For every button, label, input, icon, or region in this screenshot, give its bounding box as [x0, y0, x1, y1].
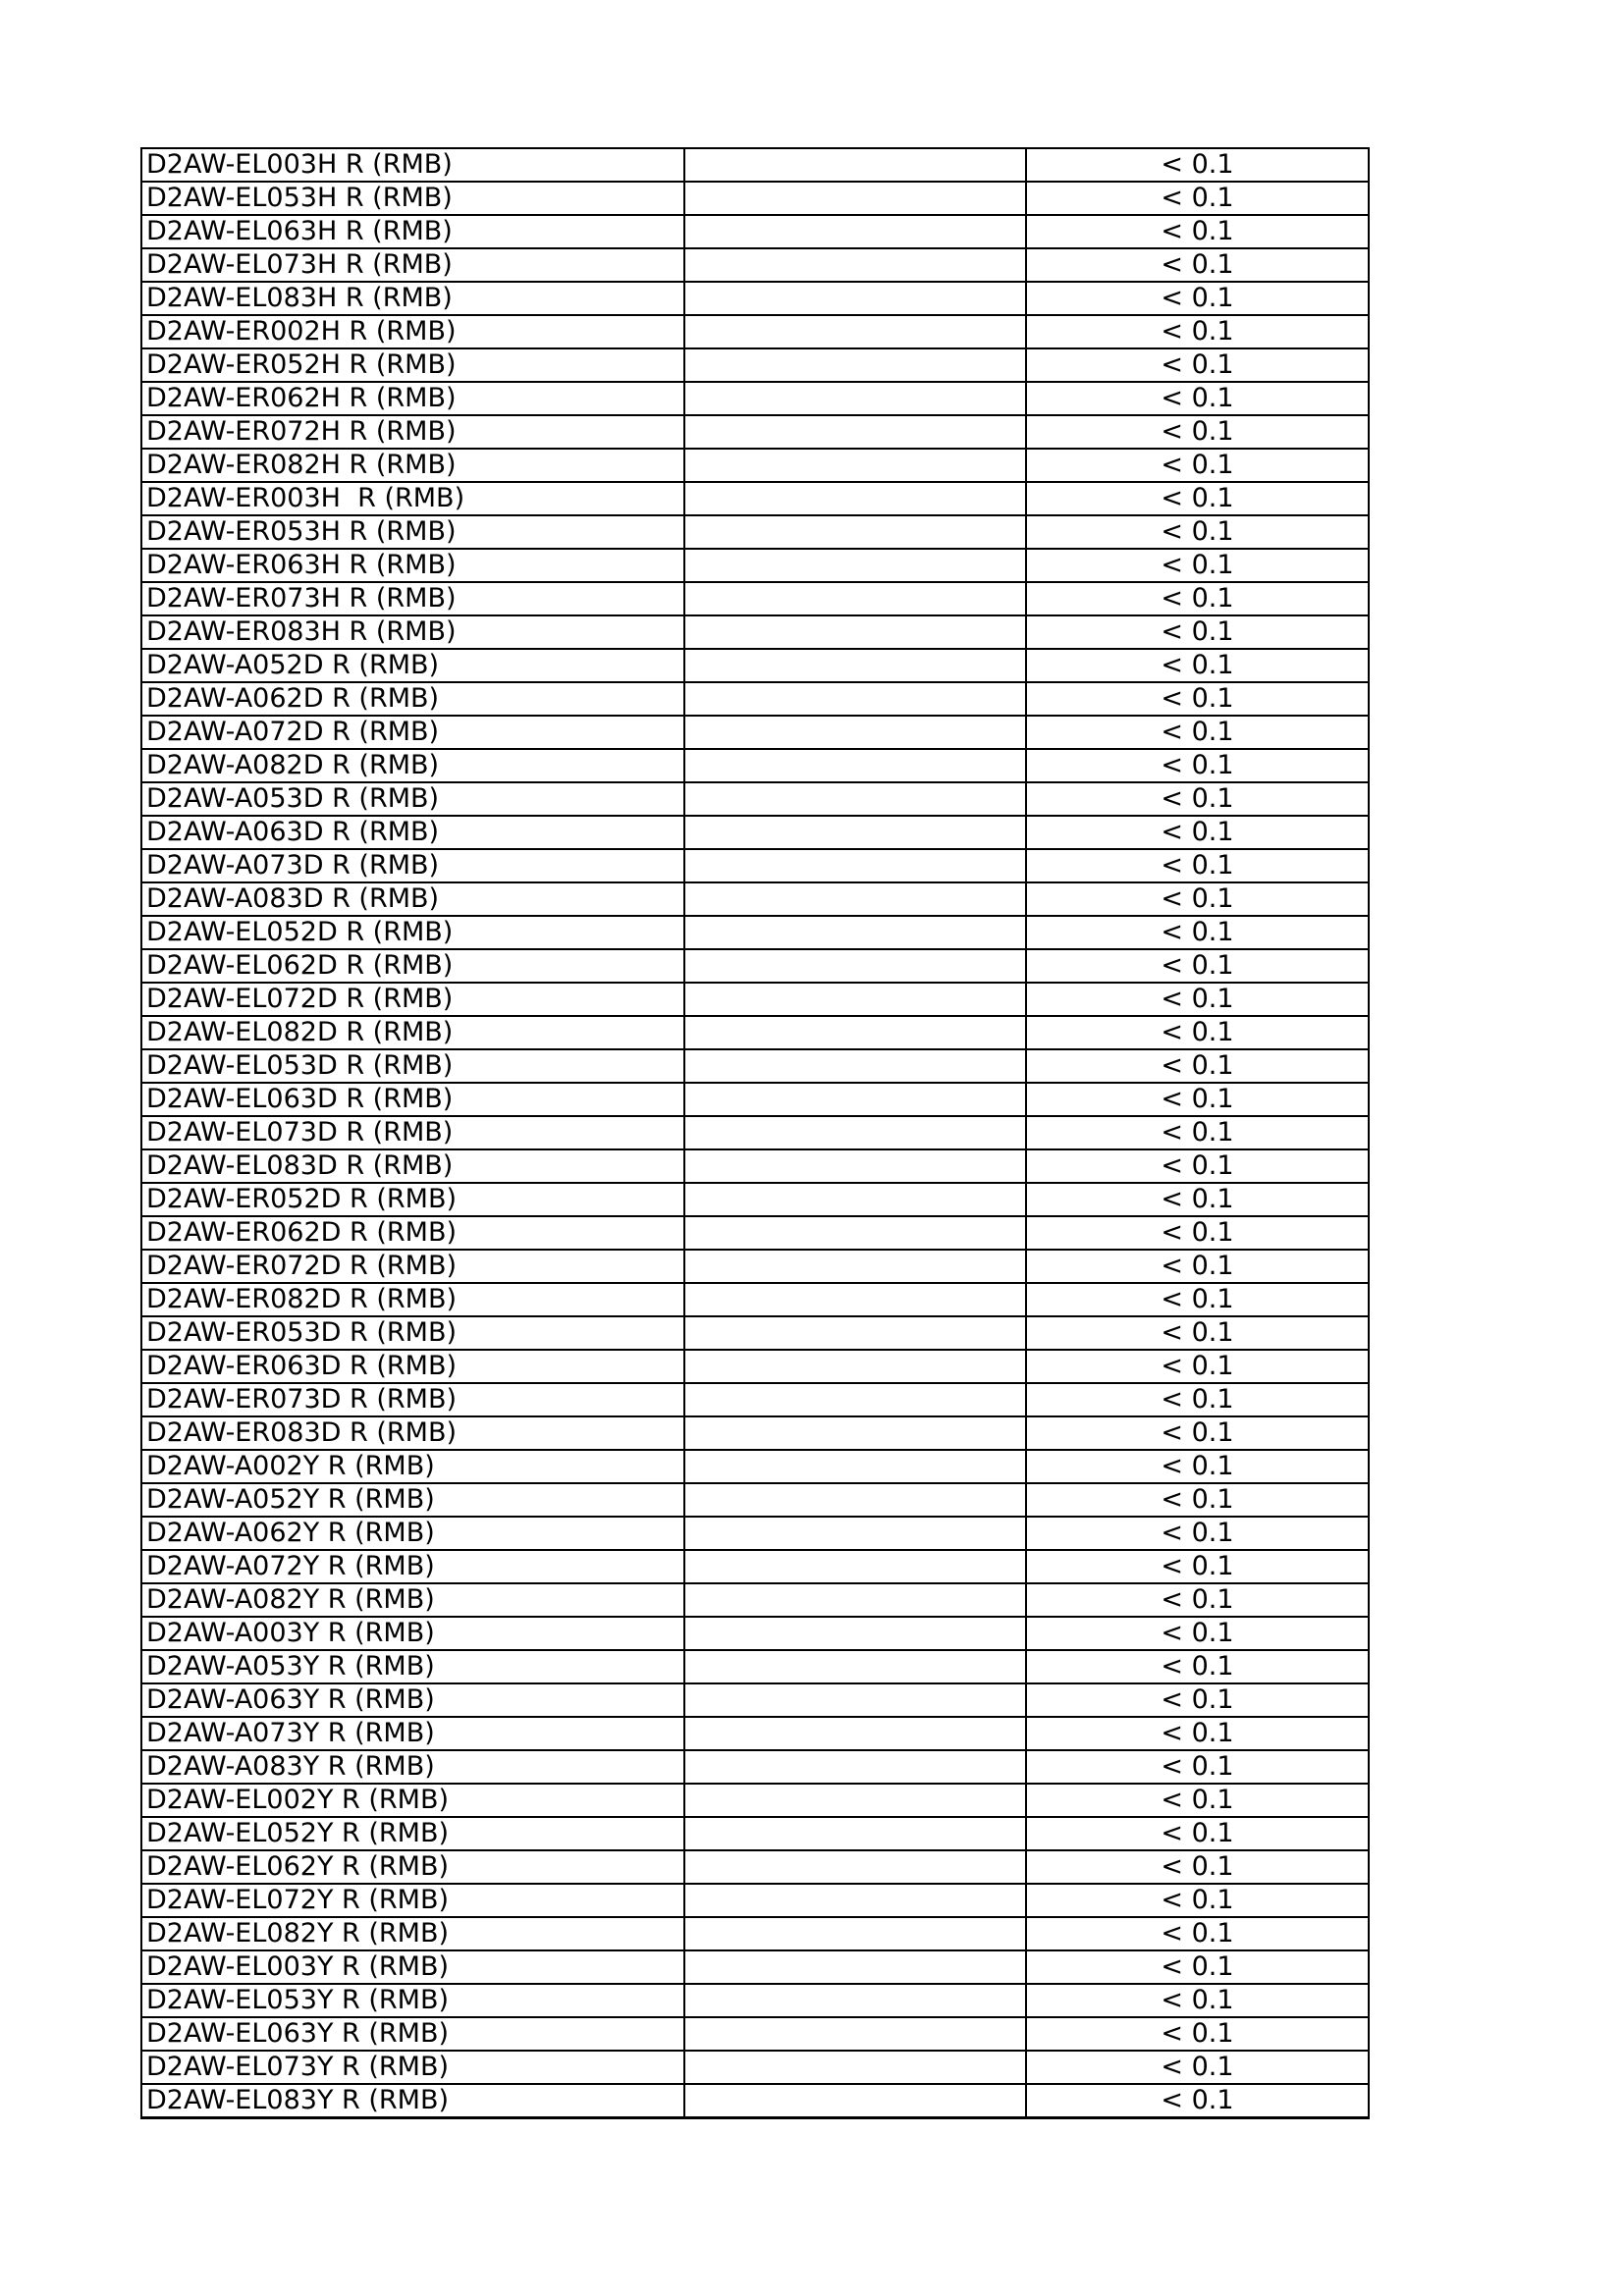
table-row: [141, 1283, 1369, 1316]
table-row: [141, 1016, 1369, 1049]
model-cell: D2AW-EL063D R (RMB): [141, 1083, 684, 1116]
blank-cell: [684, 582, 1026, 615]
table-row: [141, 1383, 1369, 1416]
model-cell: D2AW-EL052Y R (RMB): [141, 1817, 684, 1850]
value-cell: < 0.1: [1026, 1216, 1369, 1250]
table-row: [141, 148, 1369, 182]
model-cell: D2AW-EL073H R (RMB): [141, 248, 684, 282]
blank-cell: [684, 849, 1026, 882]
blank-cell: [684, 716, 1026, 749]
model-cell: D2AW-ER072H R (RMB): [141, 415, 684, 449]
table-row: [141, 1149, 1369, 1183]
model-cell: D2AW-ER052H R (RMB): [141, 348, 684, 382]
blank-cell: [684, 1517, 1026, 1550]
table-row: [141, 1817, 1369, 1850]
table-row: [141, 1216, 1369, 1250]
table-row: [141, 582, 1369, 615]
model-cell: D2AW-A052Y R (RMB): [141, 1483, 684, 1517]
value-cell: < 0.1: [1026, 1083, 1369, 1116]
blank-cell: [684, 282, 1026, 315]
value-cell: < 0.1: [1026, 482, 1369, 515]
model-cell: D2AW-A062Y R (RMB): [141, 1517, 684, 1550]
table-row: [141, 649, 1369, 682]
model-cell: D2AW-EL053H R (RMB): [141, 182, 684, 215]
model-cell: D2AW-A072D R (RMB): [141, 716, 684, 749]
value-cell: < 0.1: [1026, 1250, 1369, 1283]
value-cell: < 0.1: [1026, 1717, 1369, 1750]
model-cell: D2AW-EL062D R (RMB): [141, 949, 684, 983]
blank-cell: [684, 1817, 1026, 1850]
blank-cell: [684, 1283, 1026, 1316]
table-row: [141, 1650, 1369, 1683]
value-cell: < 0.1: [1026, 449, 1369, 482]
blank-cell: [684, 1550, 1026, 1583]
value-cell: < 0.1: [1026, 2017, 1369, 2051]
value-cell: < 0.1: [1026, 1183, 1369, 1216]
table-row: [141, 1350, 1369, 1383]
table-row: [141, 382, 1369, 415]
blank-cell: [684, 382, 1026, 415]
table-row: [141, 1917, 1369, 1950]
model-cell: D2AW-EL082D R (RMB): [141, 1016, 684, 1049]
table-row: [141, 549, 1369, 582]
table-row: [141, 182, 1369, 215]
table-row: [141, 882, 1369, 916]
value-cell: < 0.1: [1026, 983, 1369, 1016]
model-cell: D2AW-A063D R (RMB): [141, 816, 684, 849]
model-cell: D2AW-A003Y R (RMB): [141, 1617, 684, 1650]
value-cell: < 0.1: [1026, 1016, 1369, 1049]
blank-cell: [684, 983, 1026, 1016]
value-cell: < 0.1: [1026, 1884, 1369, 1917]
model-cell: D2AW-EL003Y R (RMB): [141, 1950, 684, 1984]
blank-cell: [684, 1016, 1026, 1049]
model-cell: D2AW-A073D R (RMB): [141, 849, 684, 882]
model-cell: D2AW-A083Y R (RMB): [141, 1750, 684, 1784]
table-row: [141, 2084, 1369, 2118]
table-row: [141, 1183, 1369, 1216]
blank-cell: [684, 1984, 1026, 2017]
model-cell: D2AW-EL073D R (RMB): [141, 1116, 684, 1149]
table-row: [141, 215, 1369, 248]
value-cell: < 0.1: [1026, 1450, 1369, 1483]
blank-cell: [684, 415, 1026, 449]
model-cell: D2AW-A073Y R (RMB): [141, 1717, 684, 1750]
table-row: [141, 949, 1369, 983]
value-cell: < 0.1: [1026, 282, 1369, 315]
model-cell: D2AW-EL062Y R (RMB): [141, 1850, 684, 1884]
table-row: [141, 682, 1369, 716]
table-row: [141, 782, 1369, 816]
model-cell: D2AW-EL083Y R (RMB): [141, 2084, 684, 2118]
value-cell: < 0.1: [1026, 315, 1369, 348]
blank-cell: [684, 2051, 1026, 2084]
model-cell: D2AW-A072Y R (RMB): [141, 1550, 684, 1583]
model-cell: D2AW-EL002Y R (RMB): [141, 1784, 684, 1817]
model-cell: D2AW-EL083D R (RMB): [141, 1149, 684, 1183]
model-cell: D2AW-A052D R (RMB): [141, 649, 684, 682]
model-cell: D2AW-ER083D R (RMB): [141, 1416, 684, 1450]
value-cell: < 0.1: [1026, 582, 1369, 615]
model-cell: D2AW-EL072Y R (RMB): [141, 1884, 684, 1917]
table-row: [141, 983, 1369, 1016]
value-cell: < 0.1: [1026, 1483, 1369, 1517]
table-row: [141, 749, 1369, 782]
table-row: [141, 348, 1369, 382]
blank-cell: [684, 1350, 1026, 1383]
blank-cell: [684, 1250, 1026, 1283]
table-row: [141, 1483, 1369, 1517]
value-cell: < 0.1: [1026, 1950, 1369, 1984]
blank-cell: [684, 2017, 1026, 2051]
value-cell: < 0.1: [1026, 749, 1369, 782]
model-cell: D2AW-A053Y R (RMB): [141, 1650, 684, 1683]
model-cell: D2AW-ER062H R (RMB): [141, 382, 684, 415]
model-cell: D2AW-EL083H R (RMB): [141, 282, 684, 315]
table-row: [141, 1450, 1369, 1483]
blank-cell: [684, 1450, 1026, 1483]
table-row: [141, 1984, 1369, 2017]
value-cell: < 0.1: [1026, 1750, 1369, 1784]
value-cell: < 0.1: [1026, 1683, 1369, 1717]
table-row: [141, 1617, 1369, 1650]
blank-cell: [684, 1383, 1026, 1416]
table-row: [141, 1550, 1369, 1583]
model-cell: D2AW-EL003H R (RMB): [141, 148, 684, 182]
blank-cell: [684, 1416, 1026, 1450]
value-cell: < 0.1: [1026, 1650, 1369, 1683]
model-cell: D2AW-ER062D R (RMB): [141, 1216, 684, 1250]
blank-cell: [684, 1650, 1026, 1683]
blank-cell: [684, 649, 1026, 682]
value-cell: < 0.1: [1026, 382, 1369, 415]
value-cell: < 0.1: [1026, 549, 1369, 582]
value-cell: < 0.1: [1026, 782, 1369, 816]
value-cell: < 0.1: [1026, 1617, 1369, 1650]
blank-cell: [684, 1683, 1026, 1717]
model-cell: D2AW-ER053D R (RMB): [141, 1316, 684, 1350]
blank-cell: [684, 1083, 1026, 1116]
model-cell: D2AW-ER063D R (RMB): [141, 1350, 684, 1383]
table-row: [141, 1583, 1369, 1617]
blank-cell: [684, 515, 1026, 549]
table-row: [141, 1717, 1369, 1750]
blank-cell: [684, 682, 1026, 716]
table-row: [141, 1116, 1369, 1149]
table-row: [141, 2017, 1369, 2051]
blank-cell: [684, 1116, 1026, 1149]
value-cell: < 0.1: [1026, 415, 1369, 449]
value-cell: < 0.1: [1026, 1149, 1369, 1183]
value-cell: < 0.1: [1026, 248, 1369, 282]
blank-cell: [684, 1216, 1026, 1250]
blank-cell: [684, 248, 1026, 282]
table-row: [141, 916, 1369, 949]
model-cell: D2AW-EL063H R (RMB): [141, 215, 684, 248]
blank-cell: [684, 215, 1026, 248]
model-cell: D2AW-ER002H R (RMB): [141, 315, 684, 348]
model-cell: D2AW-EL073Y R (RMB): [141, 2051, 684, 2084]
value-cell: < 0.1: [1026, 348, 1369, 382]
model-cell: D2AW-ER063H R (RMB): [141, 549, 684, 582]
value-cell: < 0.1: [1026, 649, 1369, 682]
blank-cell: [684, 1617, 1026, 1650]
table-row: [141, 415, 1369, 449]
table-row: [141, 482, 1369, 515]
blank-cell: [684, 1917, 1026, 1950]
blank-cell: [684, 549, 1026, 582]
blank-cell: [684, 1750, 1026, 1784]
table-row: [141, 1316, 1369, 1350]
blank-cell: [684, 1850, 1026, 1884]
table-row: [141, 849, 1369, 882]
table-row: [141, 449, 1369, 482]
blank-cell: [684, 1583, 1026, 1617]
model-cell: D2AW-ER053H R (RMB): [141, 515, 684, 549]
blank-cell: [684, 1950, 1026, 1984]
model-cell: D2AW-A002Y R (RMB): [141, 1450, 684, 1483]
value-cell: < 0.1: [1026, 148, 1369, 182]
model-cell: D2AW-A082D R (RMB): [141, 749, 684, 782]
data-table: [140, 147, 1370, 2119]
blank-cell: [684, 482, 1026, 515]
model-cell: D2AW-ER073H R (RMB): [141, 582, 684, 615]
value-cell: < 0.1: [1026, 515, 1369, 549]
value-cell: < 0.1: [1026, 682, 1369, 716]
model-cell: D2AW-EL053Y R (RMB): [141, 1984, 684, 2017]
value-cell: < 0.1: [1026, 1517, 1369, 1550]
model-cell: D2AW-EL052D R (RMB): [141, 916, 684, 949]
model-cell: D2AW-A062D R (RMB): [141, 682, 684, 716]
table-row: [141, 1250, 1369, 1283]
value-cell: < 0.1: [1026, 1850, 1369, 1884]
blank-cell: [684, 749, 1026, 782]
table-row: [141, 1884, 1369, 1917]
table-row: [141, 1083, 1369, 1116]
model-cell: D2AW-ER003H R (RMB): [141, 482, 684, 515]
model-cell: D2AW-A082Y R (RMB): [141, 1583, 684, 1617]
model-cell: D2AW-A053D R (RMB): [141, 782, 684, 816]
table-row: [141, 1784, 1369, 1817]
value-cell: < 0.1: [1026, 882, 1369, 916]
model-cell: D2AW-ER083H R (RMB): [141, 615, 684, 649]
blank-cell: [684, 1316, 1026, 1350]
blank-cell: [684, 2084, 1026, 2118]
table-row: [141, 1416, 1369, 1450]
value-cell: < 0.1: [1026, 1350, 1369, 1383]
blank-cell: [684, 1183, 1026, 1216]
value-cell: < 0.1: [1026, 182, 1369, 215]
table-row: [141, 282, 1369, 315]
model-cell: D2AW-EL063Y R (RMB): [141, 2017, 684, 2051]
blank-cell: [684, 816, 1026, 849]
blank-cell: [684, 348, 1026, 382]
blank-cell: [684, 916, 1026, 949]
model-cell: D2AW-A083D R (RMB): [141, 882, 684, 916]
value-cell: < 0.1: [1026, 1984, 1369, 2017]
value-cell: < 0.1: [1026, 1583, 1369, 1617]
table-body: [141, 148, 1369, 2118]
blank-cell: [684, 1784, 1026, 1817]
table-row: [141, 515, 1369, 549]
blank-cell: [684, 882, 1026, 916]
blank-cell: [684, 1717, 1026, 1750]
value-cell: < 0.1: [1026, 916, 1369, 949]
value-cell: < 0.1: [1026, 1383, 1369, 1416]
value-cell: < 0.1: [1026, 1917, 1369, 1950]
blank-cell: [684, 449, 1026, 482]
value-cell: < 0.1: [1026, 1817, 1369, 1850]
blank-cell: [684, 1884, 1026, 1917]
blank-cell: [684, 1049, 1026, 1083]
blank-cell: [684, 1483, 1026, 1517]
blank-cell: [684, 1149, 1026, 1183]
model-cell: D2AW-ER052D R (RMB): [141, 1183, 684, 1216]
value-cell: < 0.1: [1026, 816, 1369, 849]
blank-cell: [684, 949, 1026, 983]
value-cell: < 0.1: [1026, 2051, 1369, 2084]
value-cell: < 0.1: [1026, 1550, 1369, 1583]
value-cell: < 0.1: [1026, 1049, 1369, 1083]
table-row: [141, 615, 1369, 649]
blank-cell: [684, 315, 1026, 348]
value-cell: < 0.1: [1026, 1283, 1369, 1316]
table-row: [141, 1049, 1369, 1083]
table-row: [141, 1517, 1369, 1550]
table-row: [141, 1750, 1369, 1784]
value-cell: < 0.1: [1026, 949, 1369, 983]
table-row: [141, 248, 1369, 282]
table-row: [141, 1950, 1369, 1984]
table-row: [141, 1683, 1369, 1717]
model-cell: D2AW-EL053D R (RMB): [141, 1049, 684, 1083]
model-cell: D2AW-ER082H R (RMB): [141, 449, 684, 482]
value-cell: < 0.1: [1026, 2084, 1369, 2118]
value-cell: < 0.1: [1026, 1416, 1369, 1450]
value-cell: < 0.1: [1026, 716, 1369, 749]
model-cell: D2AW-ER082D R (RMB): [141, 1283, 684, 1316]
blank-cell: [684, 182, 1026, 215]
value-cell: < 0.1: [1026, 615, 1369, 649]
value-cell: < 0.1: [1026, 1316, 1369, 1350]
table-row: [141, 2051, 1369, 2084]
blank-cell: [684, 615, 1026, 649]
model-cell: D2AW-EL082Y R (RMB): [141, 1917, 684, 1950]
table-row: [141, 716, 1369, 749]
table-row: [141, 816, 1369, 849]
value-cell: < 0.1: [1026, 1784, 1369, 1817]
value-cell: < 0.1: [1026, 1116, 1369, 1149]
model-cell: D2AW-ER073D R (RMB): [141, 1383, 684, 1416]
model-cell: D2AW-ER072D R (RMB): [141, 1250, 684, 1283]
table-row: [141, 315, 1369, 348]
blank-cell: [684, 148, 1026, 182]
model-cell: D2AW-A063Y R (RMB): [141, 1683, 684, 1717]
model-cell: D2AW-EL072D R (RMB): [141, 983, 684, 1016]
table-row: [141, 1850, 1369, 1884]
blank-cell: [684, 782, 1026, 816]
value-cell: < 0.1: [1026, 849, 1369, 882]
value-cell: < 0.1: [1026, 215, 1369, 248]
